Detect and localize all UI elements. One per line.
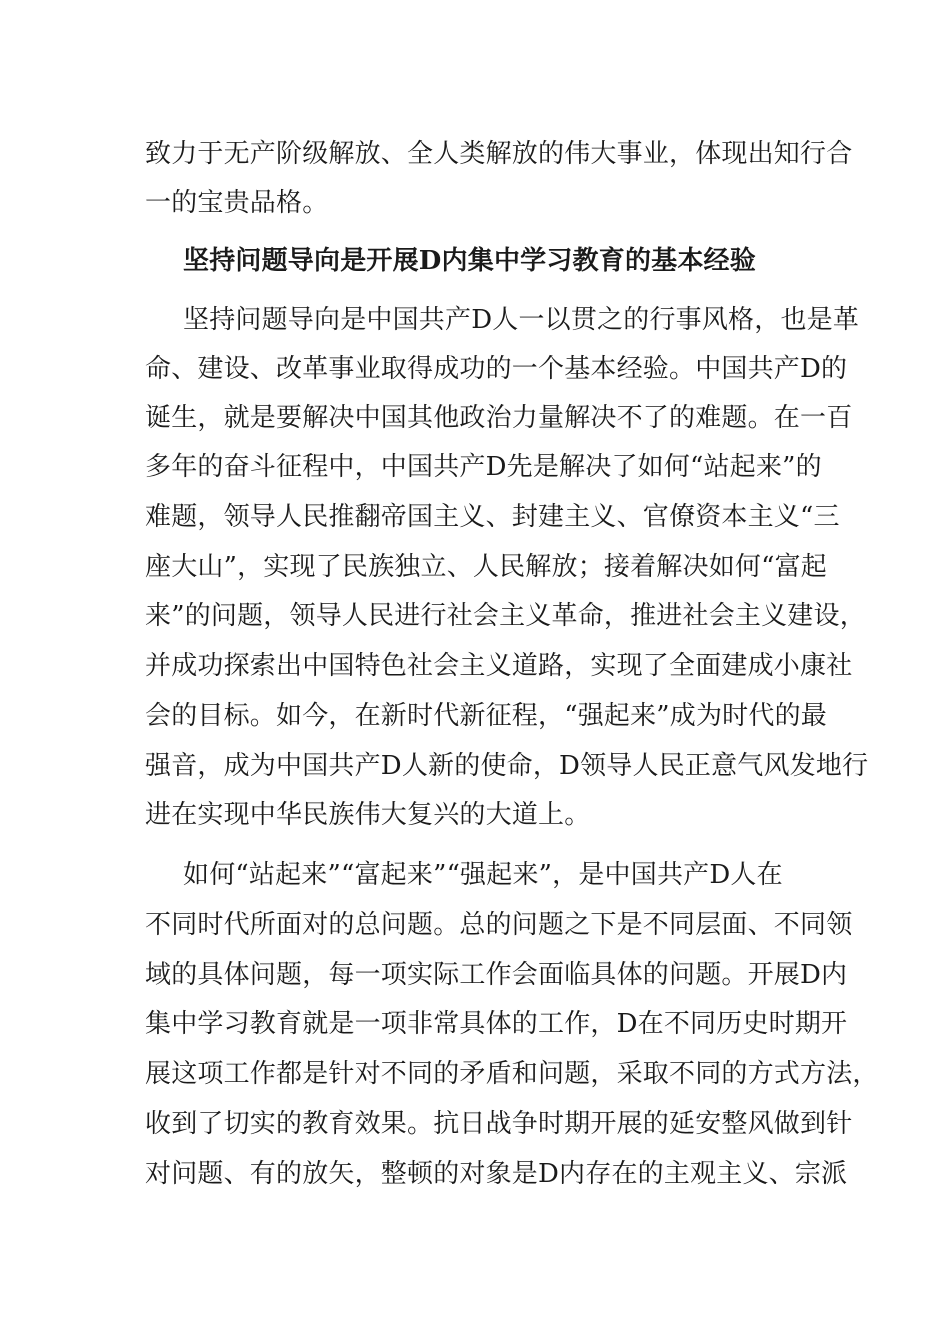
body-text-line: 对问题、有的放矢，整顿的对象是D内存在的主观主义、宗派 <box>145 1159 848 1189</box>
body-text-line: 一的宝贵品格。 <box>145 188 329 218</box>
body-text-line: 并成功探索出中国特色社会主义道路，实现了全面建成小康社 <box>145 651 853 681</box>
section-heading: 坚持问题导向是开展D内集中学习教育的基本经验 <box>183 246 756 276</box>
body-text-line: 不同时代所面对的总问题。总的问题之下是不同层面、不同领 <box>145 910 853 940</box>
body-text-line: 来”的问题，领导人民进行社会主义革命，推进社会主义建设， <box>145 601 866 631</box>
body-text-line: 致力于无产阶级解放、全人类解放的伟大事业，体现出知行合 <box>145 139 853 169</box>
body-text-line: 展这项工作都是针对不同的矛盾和问题，采取不同的方式方法， <box>145 1059 879 1089</box>
body-text-line: 进在实现中华民族伟大复兴的大道上。 <box>145 800 591 830</box>
body-text-line: 集中学习教育就是一项非常具体的工作，D在不同历史时期开 <box>145 1009 848 1039</box>
body-text-line: 坚持问题导向是中国共产D人一以贯之的行事风格，也是革 <box>183 305 860 335</box>
body-text-line: 收到了切实的教育效果。抗日战争时期开展的延安整风做到针 <box>145 1109 853 1139</box>
body-text-line: 命、建设、改革事业取得成功的一个基本经验。中国共产D的 <box>145 354 848 384</box>
body-text-line: 多年的奋斗征程中，中国共产D先是解决了如何“站起来”的 <box>145 452 822 482</box>
body-text-line: 难题，领导人民推翻帝国主义、封建主义、官僚资本主义“三 <box>145 502 840 532</box>
body-text-line: 域的具体问题，每一项实际工作会面临具体的问题。开展D内 <box>145 960 848 990</box>
body-text-line: 强音，成为中国共产D人新的使命，D领导人民正意气风发地行 <box>145 751 869 781</box>
body-text-line: 如何“站起来”“富起来”“强起来”，是中国共产D人在 <box>183 860 783 890</box>
body-text-line: 诞生，就是要解决中国其他政治力量解决不了的难题。在一百 <box>145 403 853 433</box>
body-text-line: 座大山”，实现了民族独立、人民解放；接着解决如何“富起 <box>145 552 827 582</box>
body-text-line: 会的目标。如今，在新时代新征程，“强起来”成为时代的最 <box>145 701 827 731</box>
